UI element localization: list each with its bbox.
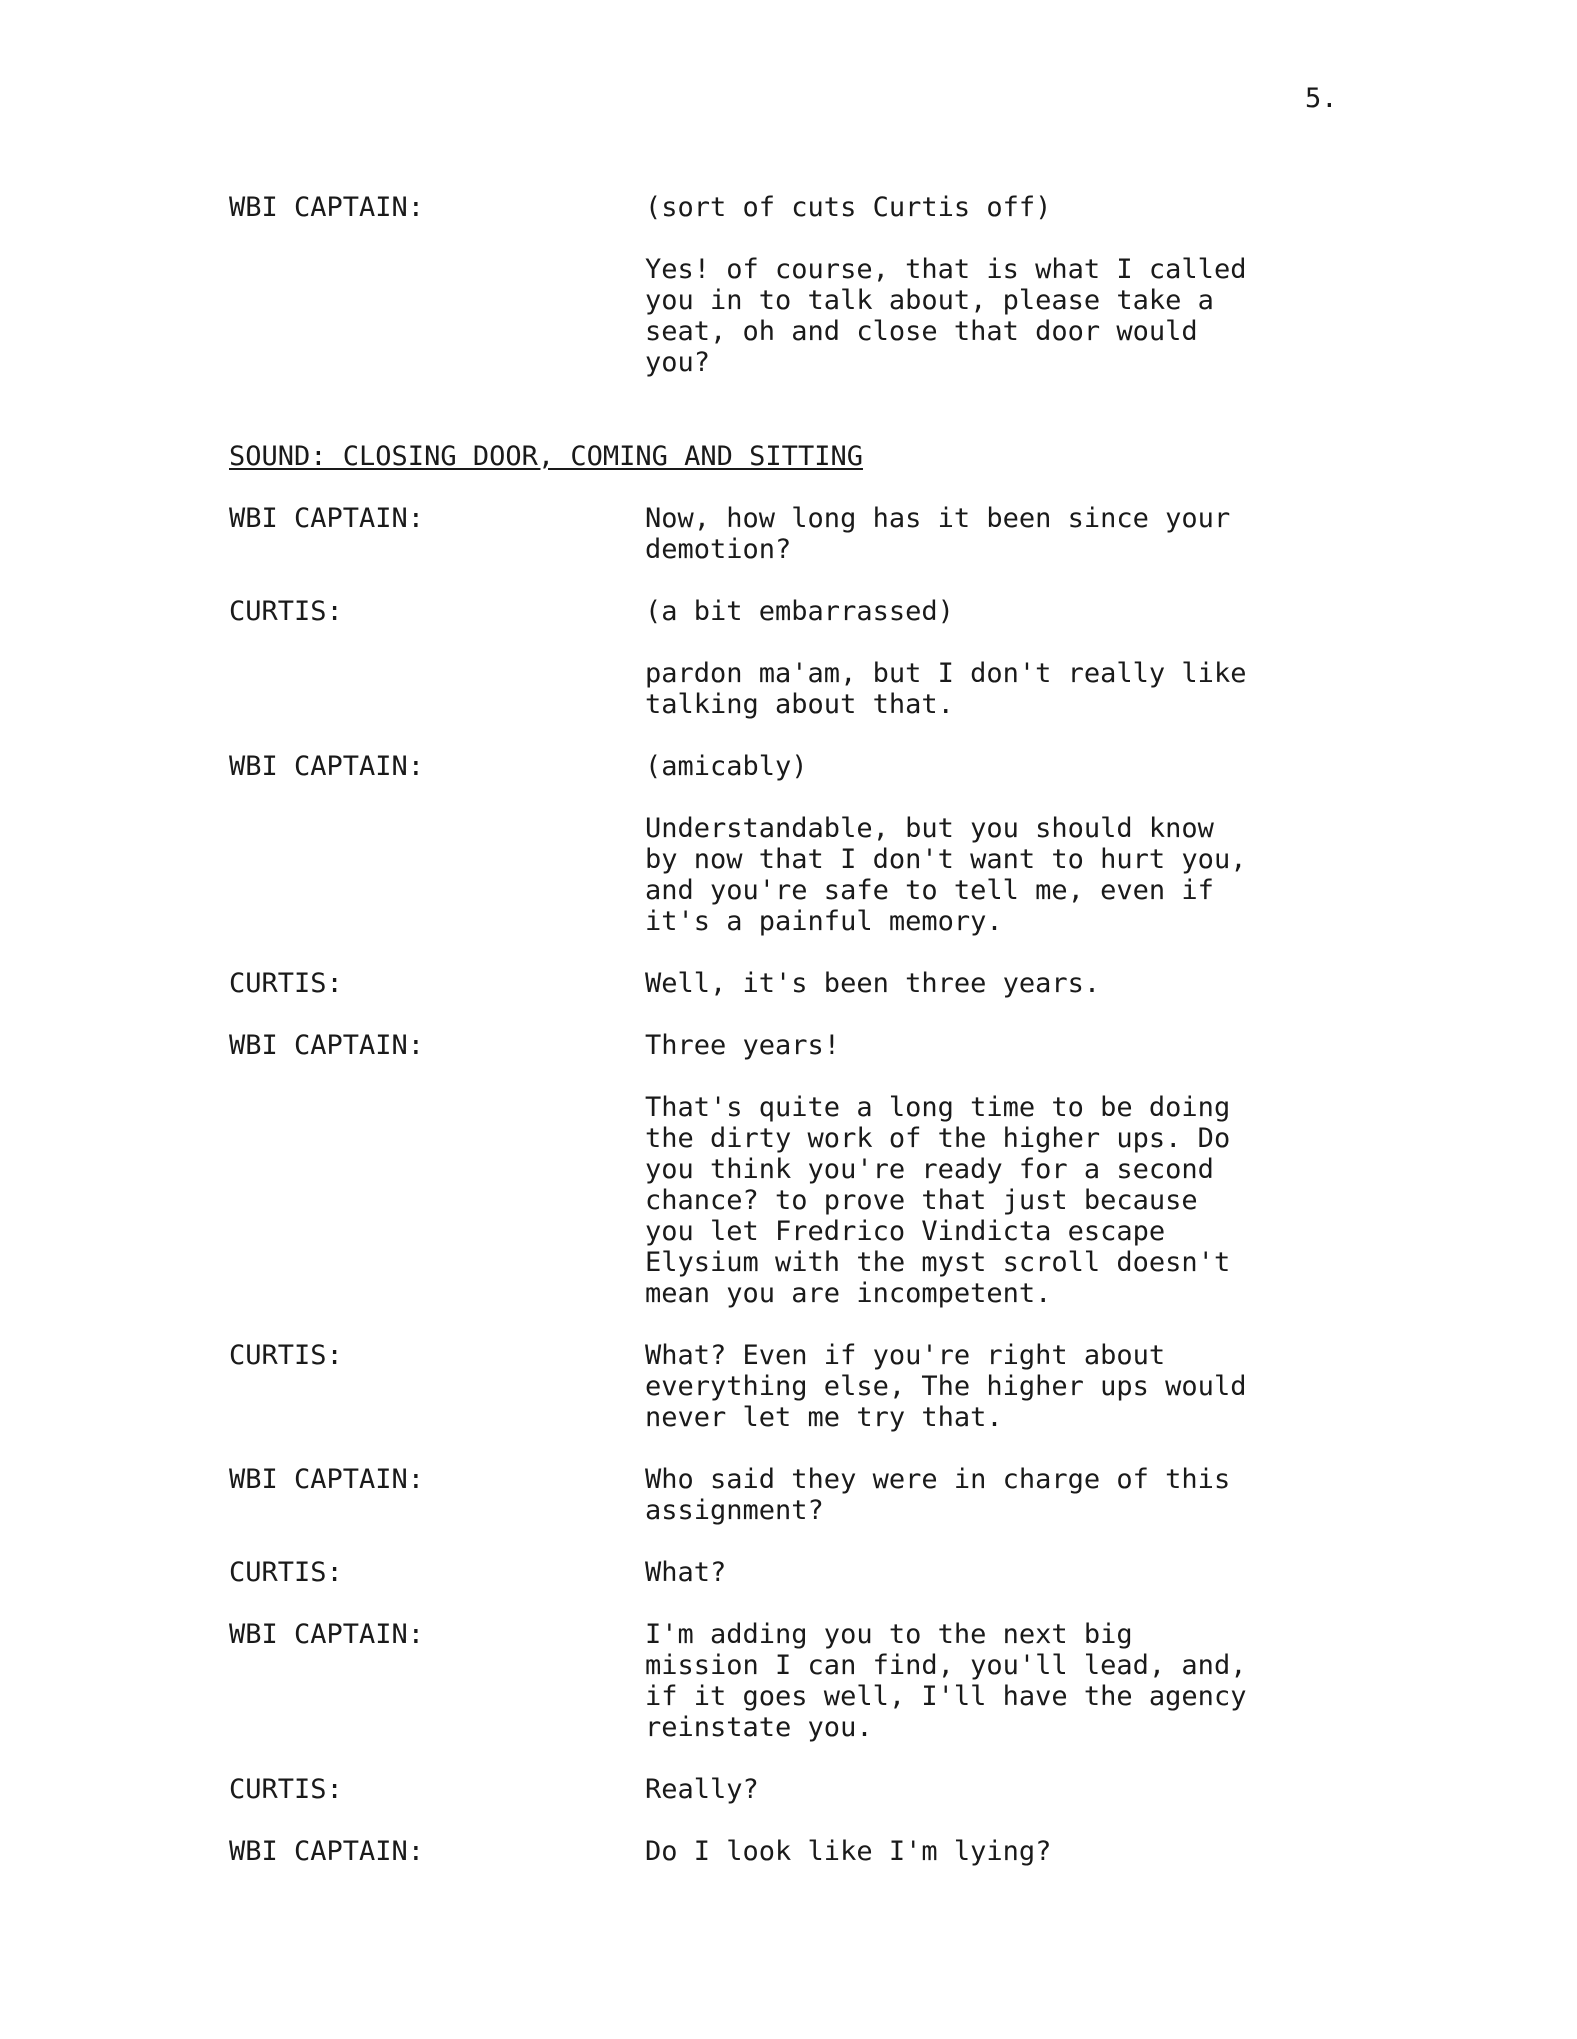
page-number: 5. — [1305, 83, 1338, 114]
character-cue: CURTIS: — [229, 1557, 343, 1588]
character-cue: WBI CAPTAIN: — [229, 1464, 425, 1495]
dialogue: That's quite a long time to be doing the dirty work of the higher ups. Do you think you're ready for a second chance? to prove that just because you let Fredrico Vindicta escape Elysium with the myst scroll doesn't mean you are incompetent. — [645, 1092, 1231, 1309]
character-cue: CURTIS: — [229, 968, 343, 999]
parenthetical: (amicably) — [645, 751, 808, 782]
sound-cue: SOUND: CLOSING DOOR, COMING AND SITTING — [229, 441, 863, 472]
dialogue: I'm adding you to the next big mission I can find, you'll lead, and, if it goes well, I'll have the agency reinstate you. — [645, 1619, 1247, 1743]
character-cue: CURTIS: — [229, 1774, 343, 1805]
character-cue: CURTIS: — [229, 1340, 343, 1371]
dialogue: Three years! — [645, 1030, 841, 1061]
dialogue: Really? — [645, 1774, 759, 1805]
character-cue: WBI CAPTAIN: — [229, 1836, 425, 1867]
character-cue: WBI CAPTAIN: — [229, 751, 425, 782]
dialogue: What? Even if you're right about everything else, The higher ups would never let me try that. — [645, 1340, 1247, 1433]
dialogue: What? — [645, 1557, 727, 1588]
character-cue: CURTIS: — [229, 596, 343, 627]
character-cue: WBI CAPTAIN: — [229, 192, 425, 223]
dialogue: Understandable, but you should know by now that I don't want to hurt you, and you're safe to tell me, even if it's a painful memory. — [645, 813, 1247, 937]
parenthetical: (a bit embarrassed) — [645, 596, 954, 627]
dialogue: Yes! of course, that is what I called you in to talk about, please take a seat, oh and close that door would you? — [645, 254, 1247, 378]
parenthetical: (sort of cuts Curtis off) — [645, 192, 1052, 223]
dialogue: Now, how long has it been since your demotion? — [645, 503, 1231, 565]
dialogue: Well, it's been three years. — [645, 968, 1101, 999]
dialogue: pardon ma'am, but I don't really like talking about that. — [645, 658, 1247, 720]
character-cue: WBI CAPTAIN: — [229, 1030, 425, 1061]
dialogue: Who said they were in charge of this assignment? — [645, 1464, 1231, 1526]
dialogue: Do I look like I'm lying? — [645, 1836, 1052, 1867]
character-cue: WBI CAPTAIN: — [229, 1619, 425, 1650]
character-cue: WBI CAPTAIN: — [229, 503, 425, 534]
